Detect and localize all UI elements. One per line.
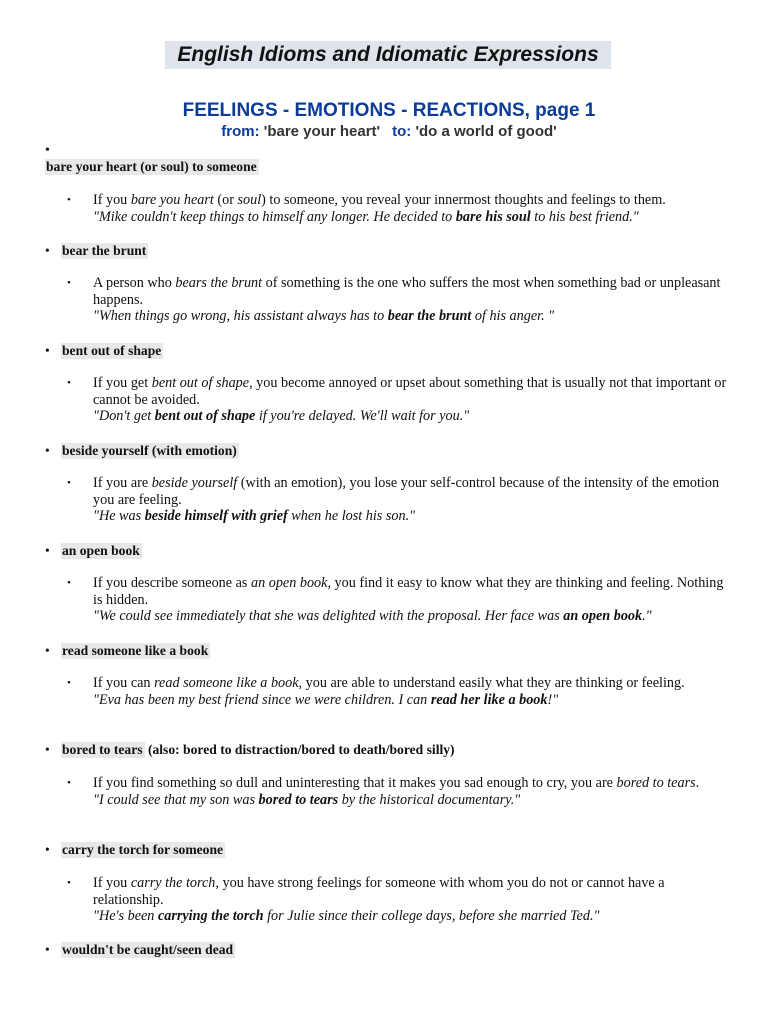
idiom-term: • an open book: [45, 543, 140, 558]
bullet-icon: •: [67, 277, 71, 289]
idiom-term: • wouldn't be caught/seen dead: [45, 942, 234, 957]
bullet-icon: •: [67, 577, 71, 589]
idiom-term: • carry the torch for someone: [45, 842, 224, 857]
bullet-icon: •: [45, 643, 50, 658]
idiom-example: "Don't get bent out of shape if you're delayed. We'll wait for you.": [93, 408, 470, 425]
from-value: 'bare your heart': [263, 123, 381, 140]
idiom-example: "When things go wrong, his assistant always has to bear the brunt of his anger. ": [93, 308, 555, 325]
idiom-term-text: bare your heart (or soul) to someone: [46, 159, 257, 174]
bullet-icon: •: [45, 343, 50, 358]
idiom-term: • beside yourself (with emotion): [45, 443, 237, 458]
idiom-definition: • If you get bent out of shape, you become annoyed or upset about something that is usually not that important or cannot be avoided. "Don't get bent out of shape if you're delayed. We'll wait for you.": [67, 375, 727, 425]
idiom-term-alternates: (also: bored to distraction/bored to death/bored silly): [144, 742, 455, 757]
idiom-definition: • If you find something so dull and uninteresting that it makes you sad enough to cry, you are bored to tears. "I could see that my son was bored to tears by the historical documentary.": [67, 775, 700, 808]
from-label: from:: [221, 123, 260, 140]
to-label: to:: [392, 123, 412, 140]
idiom-example: "He's been carrying the torch for Julie since their college days, before she married Ted.": [93, 908, 600, 925]
to-value: 'do a world of good': [415, 123, 557, 140]
bullet-icon: •: [45, 243, 50, 258]
idiom-term: • bear the brunt: [45, 243, 147, 258]
bullet-icon: •: [67, 194, 71, 206]
page-title: English Idioms and Idiomatic Expressions: [165, 41, 611, 69]
bullet-icon: •: [67, 677, 71, 689]
idiom-definition: • If you are beside yourself (with an emotion), you lose your self-control because of the intensity of the emotion you are feeling. "He was beside himself with grief when he lost his son.": [67, 475, 720, 525]
idiom-example: "We could see immediately that she was delighted with the proposal. Her face was an open book.": [93, 608, 652, 625]
idiom-term: • bent out of shape: [45, 343, 162, 358]
idiom-example: "I could see that my son was bored to tears by the historical documentary.": [93, 791, 521, 808]
bullet-icon: •: [67, 377, 71, 389]
idiom-example: "Mike couldn't keep things to himself any longer. He decided to bare his soul to his best friend.": [93, 208, 639, 225]
bullet-icon: •: [67, 477, 71, 489]
idiom-example: "Eva has been my best friend since we were children. I can read her like a book!": [93, 691, 559, 708]
idiom-example: "He was beside himself with grief when he lost his son.": [93, 508, 416, 525]
bullet-icon: •: [67, 877, 71, 889]
idiom-definition: • A person who bears the brunt of something is the one who suffers the most when something bad or unpleasant happens. "When things go wrong, his assistant always has to bear the brunt of his anger. ": [67, 275, 721, 325]
idiom-definition: • If you describe someone as an open book, you find it easy to know what they are thinking and feeling. Nothing is hidden. "We could see immediately that she was delighted with the proposal. Her face was an open book.": [67, 575, 724, 625]
bullet-icon: •: [45, 742, 50, 757]
section-subtitle: FEELINGS - EMOTIONS - REACTIONS, page 1: [182, 100, 596, 121]
bullet-icon: •: [45, 842, 50, 857]
idiom-definition: • If you carry the torch, you have strong feelings for someone with whom you do not or cannot have a relationship. "He's been carrying the torch for Julie since their college days, before she married Ted.": [67, 875, 665, 925]
idiom-term: • read someone like a book: [45, 643, 209, 658]
bullet-icon: •: [67, 777, 71, 789]
idiom-term: [45, 158, 259, 175]
bullet-icon: •: [45, 543, 50, 558]
bullet-icon: •: [45, 942, 50, 957]
range-line: [0, 123, 768, 141]
bullet-icon: •: [45, 443, 50, 458]
idiom-definition: • If you bare you heart (or soul) to someone, you reveal your innermost thoughts and feelings to them. "Mike couldn't keep things to himself any longer. He decided to bare his soul to his best friend.": [67, 192, 666, 225]
idiom-term: • bored to tears (also: bored to distraction/bored to death/bored silly): [45, 742, 455, 757]
idiom-definition: • If you can read someone like a book, you are able to understand easily what they are thinking or feeling. "Eva has been my best friend since we were children. I can read her like a book!": [67, 675, 685, 708]
bullet-icon: •: [45, 143, 50, 158]
